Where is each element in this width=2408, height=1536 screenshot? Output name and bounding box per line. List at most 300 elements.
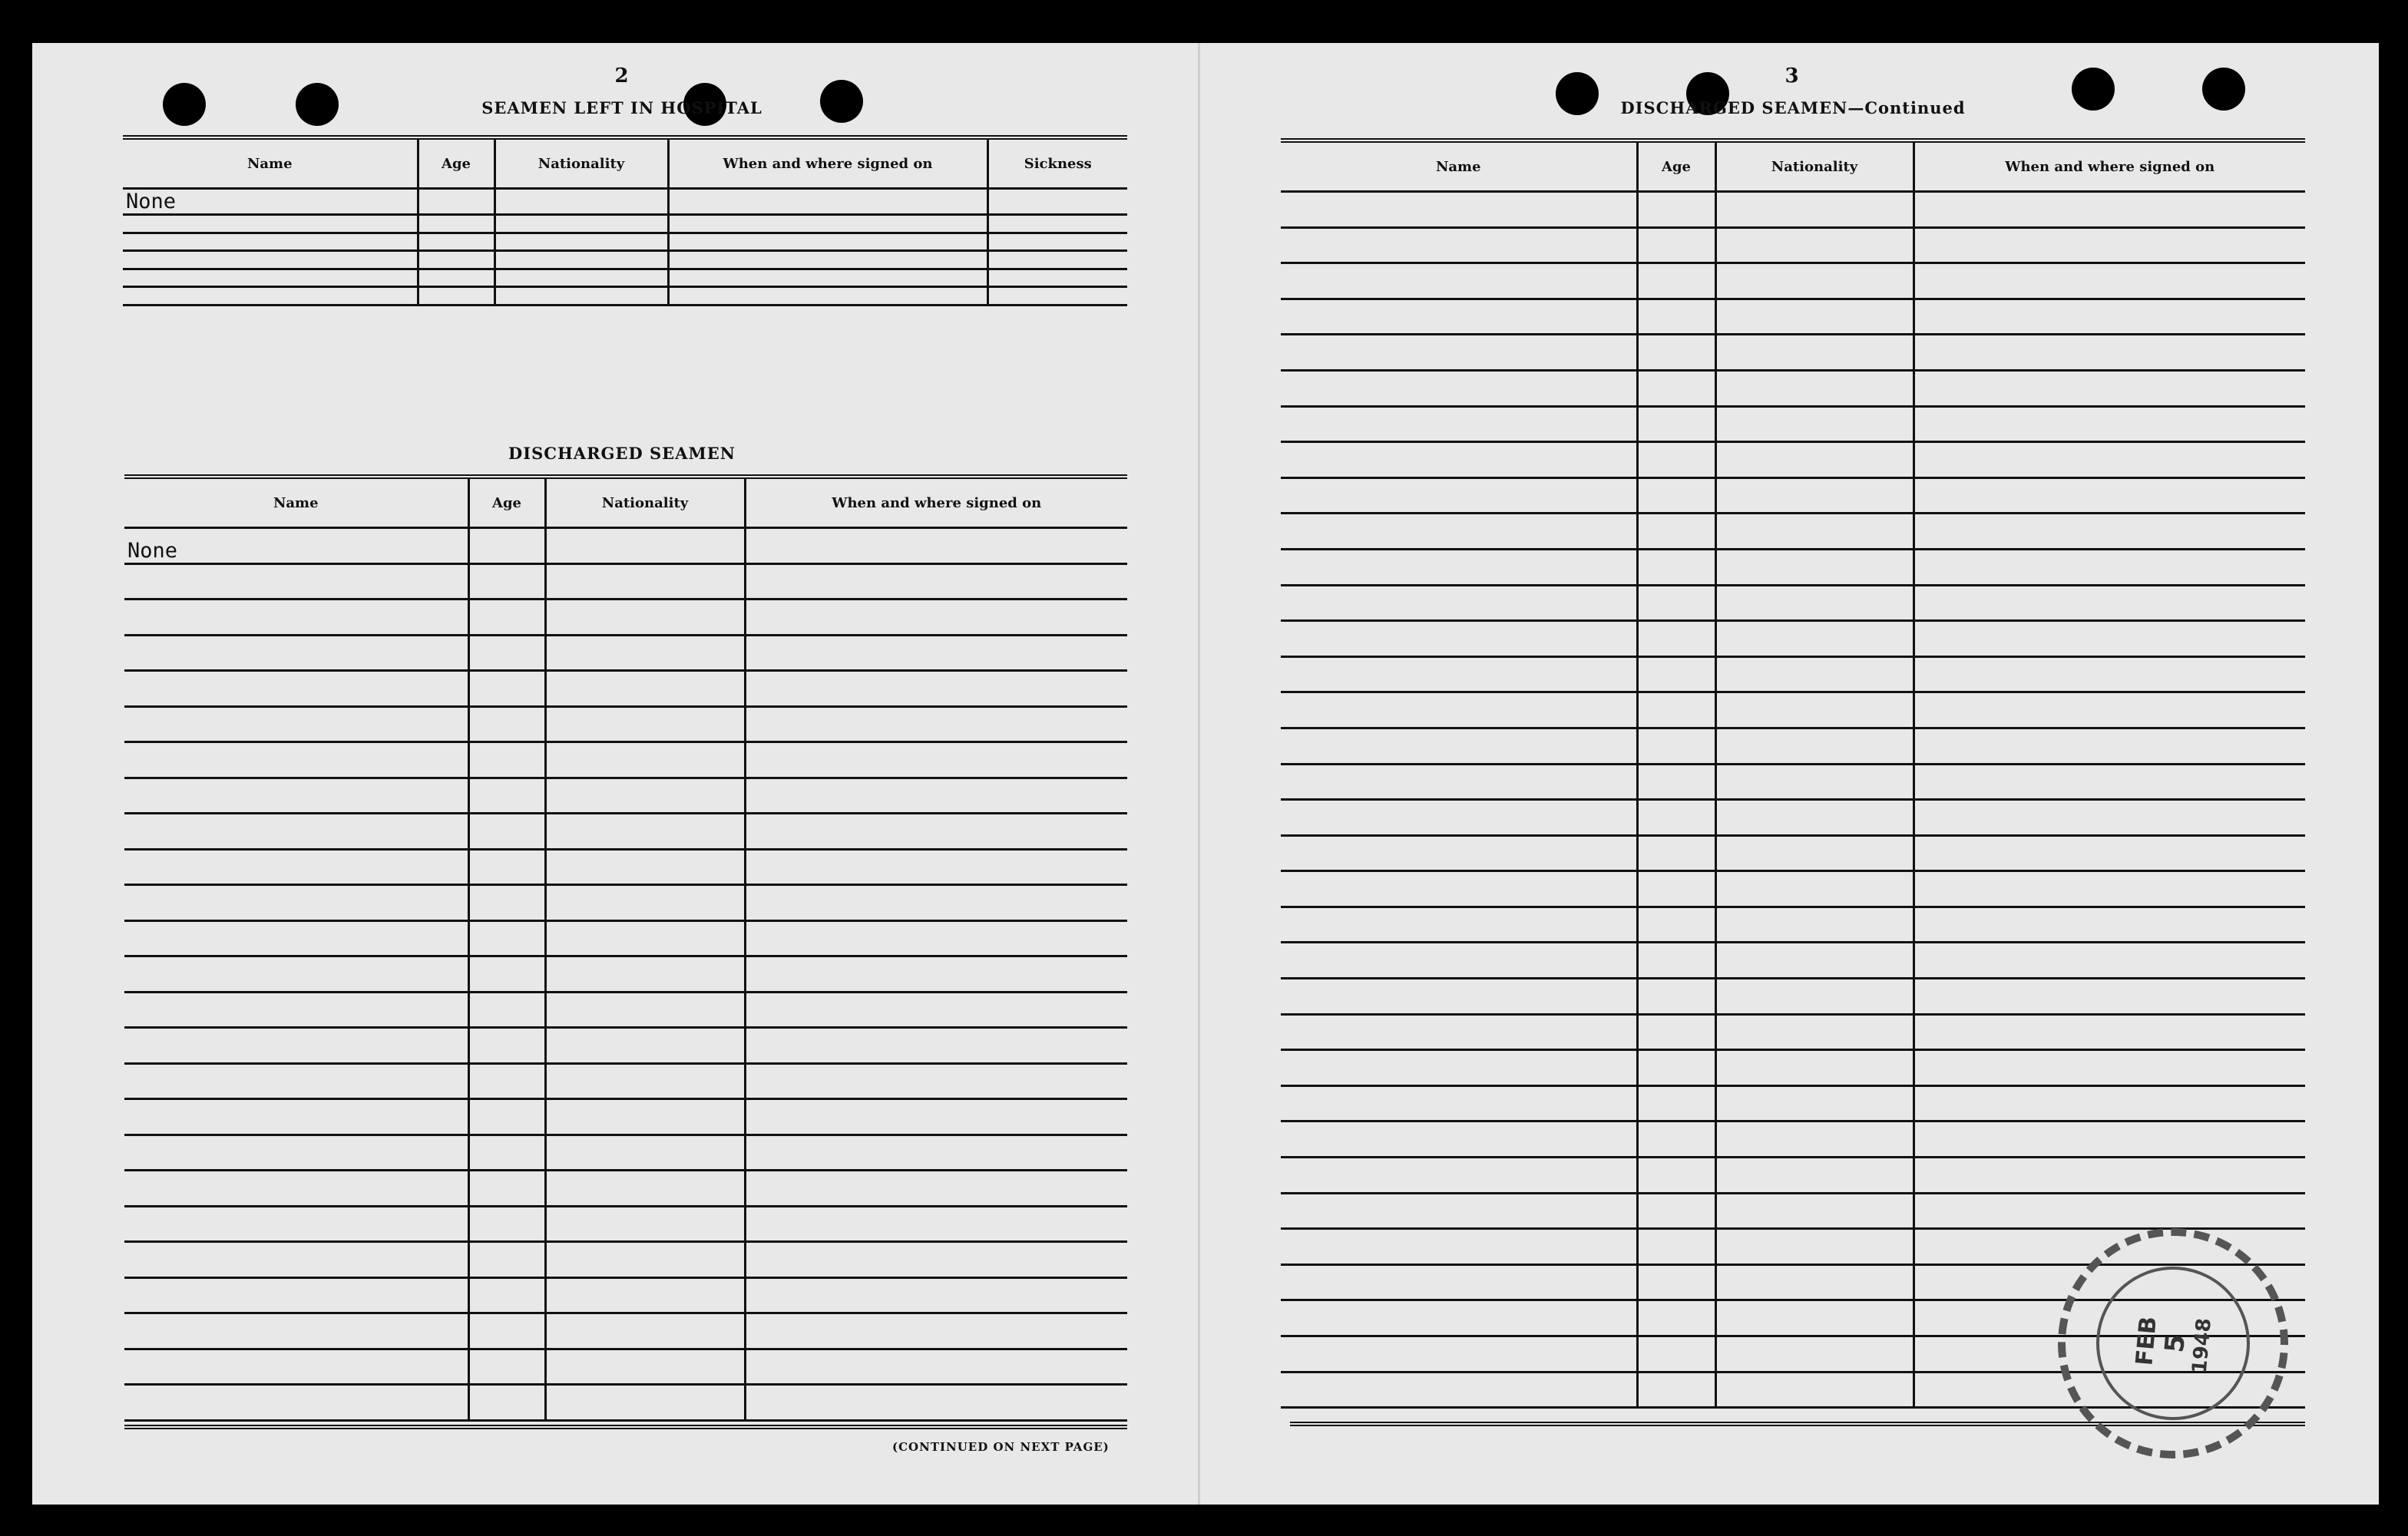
table-cell — [1715, 335, 1914, 371]
table-cell — [1914, 728, 2305, 764]
table-cell — [1281, 335, 1637, 371]
table-row — [1281, 907, 2305, 943]
table-cell — [1637, 728, 1715, 764]
table-row — [124, 1135, 1127, 1171]
table-cell — [468, 920, 545, 956]
punch-hole — [163, 83, 206, 126]
page-number-right: 3 — [1784, 64, 1800, 88]
table-cell — [495, 215, 668, 233]
table-cell — [1914, 656, 2305, 692]
table-cell — [1715, 514, 1914, 550]
table-cell — [123, 251, 418, 269]
table-cell — [123, 269, 418, 287]
table-cell — [545, 778, 745, 814]
table-cell — [124, 1206, 468, 1242]
table-cell — [745, 956, 1127, 993]
table-cell — [1715, 192, 1914, 228]
table-cell — [1715, 1085, 1914, 1121]
table-cell — [124, 1099, 468, 1135]
table-cell — [1637, 1229, 1715, 1265]
table-row — [1281, 299, 2305, 335]
page-fold — [1198, 43, 1200, 1505]
table-cell — [745, 742, 1127, 778]
table-cell — [1715, 1193, 1914, 1229]
table-cell — [745, 1277, 1127, 1313]
table-cell — [745, 885, 1127, 921]
table-cell — [1281, 442, 1637, 478]
table-cell — [1914, 1085, 2305, 1121]
table-cell — [468, 1135, 545, 1171]
table-cell — [1914, 1050, 2305, 1086]
table-cell — [468, 1099, 545, 1135]
table-cell — [745, 528, 1127, 564]
table-row — [1281, 514, 2305, 550]
table-row — [1281, 1014, 2305, 1050]
table-cell — [495, 233, 668, 251]
table-cell — [1914, 621, 2305, 657]
table-row — [1281, 728, 2305, 764]
table-cell — [468, 885, 545, 921]
table-row — [1281, 227, 2305, 263]
table-cell — [545, 849, 745, 885]
table-cell — [545, 671, 745, 707]
discharged-table — [124, 474, 1127, 1422]
table-cell: None — [123, 189, 418, 215]
table-row — [124, 956, 1127, 993]
table-cell — [1281, 764, 1637, 800]
table-cell — [1914, 1158, 2305, 1194]
table-cell — [745, 706, 1127, 742]
table-cell — [1914, 514, 2305, 550]
table-cell — [1914, 442, 2305, 478]
table-cell — [468, 1313, 545, 1349]
table-cell — [123, 233, 418, 251]
table-cell — [1637, 549, 1715, 585]
table-cell — [1715, 943, 1914, 979]
table-cell — [495, 251, 668, 269]
table-row — [1281, 549, 2305, 585]
table-row — [124, 849, 1127, 885]
column-header: When and where signed on — [745, 477, 1127, 528]
table-row — [124, 600, 1127, 636]
table-row — [124, 1313, 1127, 1349]
table-row — [1281, 656, 2305, 692]
table-cell — [1715, 1014, 1914, 1050]
table-cell — [418, 287, 495, 306]
table-row — [123, 269, 1127, 287]
table-row — [1281, 263, 2305, 299]
discharged-section-title: DISCHARGED SEAMEN — [508, 444, 736, 463]
table-row — [1281, 1050, 2305, 1086]
table-cell — [745, 1063, 1127, 1099]
table-cell — [1715, 1336, 1914, 1372]
table-row — [123, 287, 1127, 306]
table-cell — [1281, 871, 1637, 907]
table-row — [124, 992, 1127, 1028]
table-cell — [1281, 192, 1637, 228]
table-cell — [1637, 835, 1715, 871]
table-row — [1281, 943, 2305, 979]
column-header: Name — [1281, 140, 1637, 192]
table-cell — [1281, 907, 1637, 943]
column-header: Name — [124, 477, 468, 528]
table-cell — [1637, 621, 1715, 657]
table-cell — [1715, 692, 1914, 728]
table-cell — [468, 1242, 545, 1278]
table-cell — [745, 1313, 1127, 1349]
table-cell — [745, 849, 1127, 885]
column-header: Nationality — [495, 137, 668, 189]
continued-note: (CONTINUED ON NEXT PAGE) — [892, 1440, 1110, 1454]
table-row — [1281, 871, 2305, 907]
table-cell — [745, 992, 1127, 1028]
table-cell — [1281, 1014, 1637, 1050]
punch-hole — [2072, 68, 2115, 111]
table-cell — [1914, 1014, 2305, 1050]
punch-hole — [2202, 68, 2245, 111]
page-number-left: 2 — [614, 64, 630, 88]
table-cell — [1281, 1193, 1637, 1229]
table-row — [124, 706, 1127, 742]
table-cell — [1637, 1193, 1715, 1229]
table-row — [124, 1242, 1127, 1278]
table-row — [1281, 406, 2305, 442]
table-cell — [124, 1242, 468, 1278]
table-row — [1281, 621, 2305, 657]
table-cell — [1281, 370, 1637, 406]
discharged-continued-table — [1281, 138, 2305, 1409]
punch-hole — [296, 83, 339, 126]
table-row — [124, 563, 1127, 600]
table-row — [124, 778, 1127, 814]
table-cell — [545, 635, 745, 671]
table-cell — [745, 563, 1127, 600]
table-cell — [1281, 1264, 1637, 1300]
table-cell — [1637, 1264, 1715, 1300]
table-row — [124, 1063, 1127, 1099]
table-row — [124, 1171, 1127, 1207]
table-cell — [418, 215, 495, 233]
table-cell — [1281, 979, 1637, 1015]
table-cell — [1914, 692, 2305, 728]
stamp-month: FEB — [2130, 1315, 2162, 1367]
table-cell — [545, 600, 745, 636]
table-cell — [1715, 477, 1914, 514]
table-cell — [1637, 514, 1715, 550]
table-cell — [1914, 943, 2305, 979]
table-cell — [1281, 227, 1637, 263]
table-cell — [545, 1171, 745, 1207]
hospital-section-title: SEAMEN LEFT IN HOSPITAL — [481, 98, 762, 117]
table-cell — [124, 885, 468, 921]
table-row — [1281, 1085, 2305, 1121]
table-cell — [1715, 1121, 1914, 1158]
table-cell — [1281, 1336, 1637, 1372]
table-cell — [745, 1206, 1127, 1242]
table-cell — [418, 233, 495, 251]
table-row — [123, 251, 1127, 269]
table-cell — [468, 1349, 545, 1385]
table-row — [124, 814, 1127, 850]
table-cell — [1281, 943, 1637, 979]
table-cell — [745, 1028, 1127, 1064]
column-header: Name — [123, 137, 418, 189]
table-cell — [1914, 871, 2305, 907]
table-cell — [495, 189, 668, 215]
table-cell — [468, 814, 545, 850]
table-cell — [124, 920, 468, 956]
table-cell — [1281, 1372, 1637, 1408]
table-cell — [1914, 370, 2305, 406]
table-cell — [124, 956, 468, 993]
table-cell — [1281, 1085, 1637, 1121]
table-cell — [545, 1349, 745, 1385]
table-cell — [1914, 192, 2305, 228]
table-cell — [1637, 1085, 1715, 1121]
table-row — [124, 1277, 1127, 1313]
table-cell — [1715, 728, 1914, 764]
table-cell — [745, 778, 1127, 814]
table-cell — [1715, 871, 1914, 907]
table-cell: None — [124, 528, 468, 564]
table-cell — [668, 233, 987, 251]
table-cell — [545, 992, 745, 1028]
table-cell — [1715, 835, 1914, 871]
table-cell — [1637, 442, 1715, 478]
table-cell — [1281, 692, 1637, 728]
table-cell — [468, 778, 545, 814]
table-cell — [1637, 943, 1715, 979]
bottom-rule-left — [124, 1425, 1127, 1429]
table-cell — [1637, 263, 1715, 299]
table-cell — [468, 563, 545, 600]
table-cell — [1715, 656, 1914, 692]
table-cell — [1281, 621, 1637, 657]
table-cell — [1637, 370, 1715, 406]
table-row — [123, 215, 1127, 233]
table-row — [1281, 442, 2305, 478]
table-cell — [1715, 764, 1914, 800]
table-cell — [745, 1349, 1127, 1385]
table-cell — [124, 1313, 468, 1349]
table-row — [123, 189, 1127, 215]
table-cell — [1281, 406, 1637, 442]
column-header: Age — [1637, 140, 1715, 192]
table-cell — [124, 1135, 468, 1171]
table-cell — [745, 1385, 1127, 1421]
table-cell — [1715, 800, 1914, 836]
table-cell — [987, 233, 1127, 251]
table-cell — [1914, 835, 2305, 871]
table-cell — [545, 885, 745, 921]
table-cell — [1637, 299, 1715, 335]
table-cell — [1281, 1050, 1637, 1086]
table-cell — [545, 956, 745, 993]
table-cell — [124, 742, 468, 778]
table-cell — [1281, 656, 1637, 692]
table-cell — [1637, 1121, 1715, 1158]
table-cell — [545, 706, 745, 742]
table-cell — [468, 706, 545, 742]
table-cell — [1715, 1264, 1914, 1300]
table-cell — [1715, 549, 1914, 585]
table-row — [1281, 477, 2305, 514]
table-row — [124, 1206, 1127, 1242]
table-cell — [468, 1063, 545, 1099]
table-cell — [1715, 1300, 1914, 1336]
table-cell — [1637, 192, 1715, 228]
table-cell — [1914, 549, 2305, 585]
table-cell — [745, 814, 1127, 850]
column-header: Age — [418, 137, 495, 189]
table-cell — [123, 287, 418, 306]
column-header: Sickness — [987, 137, 1127, 189]
table-cell — [1715, 263, 1914, 299]
table-row — [124, 1028, 1127, 1064]
table-cell — [124, 1171, 468, 1207]
table-cell — [468, 671, 545, 707]
table-cell — [124, 635, 468, 671]
stamp-day: 5 — [2158, 1333, 2191, 1354]
table-cell — [1715, 227, 1914, 263]
table-cell — [1281, 263, 1637, 299]
table-cell — [545, 1028, 745, 1064]
table-cell — [987, 269, 1127, 287]
table-cell — [545, 1385, 745, 1421]
table-cell — [124, 814, 468, 850]
table-cell — [1281, 299, 1637, 335]
table-cell — [468, 1385, 545, 1421]
table-row — [1281, 692, 2305, 728]
table-row — [1281, 1158, 2305, 1194]
table-row — [1281, 764, 2305, 800]
table-cell — [124, 1028, 468, 1064]
table-cell — [1715, 1372, 1914, 1408]
table-cell — [1281, 549, 1637, 585]
hospital-table — [123, 135, 1127, 306]
table-row — [124, 671, 1127, 707]
table-row — [124, 920, 1127, 956]
table-cell — [545, 1242, 745, 1278]
table-cell — [668, 287, 987, 306]
table-cell — [1914, 764, 2305, 800]
table-cell — [1914, 979, 2305, 1015]
table-cell — [1637, 585, 1715, 621]
table-cell — [468, 1028, 545, 1064]
table-row — [123, 233, 1127, 251]
table-cell — [468, 1206, 545, 1242]
table-cell — [1637, 1372, 1715, 1408]
table-cell — [1715, 299, 1914, 335]
table-cell — [468, 1171, 545, 1207]
table-cell — [1914, 227, 2305, 263]
table-row — [1281, 585, 2305, 621]
date-stamp-center — [2090, 1260, 2257, 1427]
table-cell — [1637, 1014, 1715, 1050]
table-row — [1281, 1121, 2305, 1158]
column-header: When and where signed on — [668, 137, 987, 189]
table-cell — [468, 956, 545, 993]
table-cell — [1281, 1300, 1637, 1336]
table-cell — [1637, 1300, 1715, 1336]
table-cell — [124, 706, 468, 742]
table-cell — [1637, 692, 1715, 728]
table-row — [124, 1349, 1127, 1385]
table-cell — [495, 269, 668, 287]
table-cell — [745, 1099, 1127, 1135]
table-cell — [1715, 979, 1914, 1015]
table-cell — [1281, 477, 1637, 514]
table-cell — [418, 251, 495, 269]
table-cell — [1281, 1158, 1637, 1194]
table-row — [1281, 370, 2305, 406]
table-cell — [1637, 335, 1715, 371]
column-header: Age — [468, 477, 545, 528]
table-cell — [1281, 1229, 1637, 1265]
table-cell — [545, 1206, 745, 1242]
table-cell — [668, 269, 987, 287]
table-cell — [468, 1277, 545, 1313]
table-row — [124, 885, 1127, 921]
table-cell — [745, 920, 1127, 956]
table-cell — [124, 778, 468, 814]
table-cell — [745, 1135, 1127, 1171]
table-cell — [1715, 1229, 1914, 1265]
table-cell — [468, 528, 545, 564]
table-cell — [1715, 585, 1914, 621]
table-cell — [124, 563, 468, 600]
table-cell — [1715, 442, 1914, 478]
table-cell — [545, 1277, 745, 1313]
table-cell — [545, 563, 745, 600]
table-cell — [545, 742, 745, 778]
table-cell — [468, 849, 545, 885]
table-cell — [1715, 370, 1914, 406]
table-cell — [668, 251, 987, 269]
table-cell — [1637, 764, 1715, 800]
table-cell — [745, 1242, 1127, 1278]
table-cell — [1914, 1193, 2305, 1229]
table-cell — [418, 269, 495, 287]
discharged-continued-title: DISCHARGED SEAMEN—Continued — [1620, 98, 1966, 117]
table-cell — [468, 635, 545, 671]
table-cell — [545, 1063, 745, 1099]
table-row — [124, 635, 1127, 671]
table-cell — [124, 1277, 468, 1313]
table-cell — [987, 189, 1127, 215]
table-row — [124, 1099, 1127, 1135]
table-cell — [1281, 514, 1637, 550]
table-row — [1281, 800, 2305, 836]
table-cell — [668, 189, 987, 215]
table-row — [1281, 192, 2305, 228]
table-cell — [1637, 1158, 1715, 1194]
table-cell — [1715, 406, 1914, 442]
table-cell — [124, 671, 468, 707]
table-row — [124, 528, 1127, 564]
table-cell — [745, 1171, 1127, 1207]
table-cell — [545, 1313, 745, 1349]
table-cell — [468, 600, 545, 636]
table-cell — [1281, 585, 1637, 621]
table-cell — [1281, 728, 1637, 764]
table-cell — [1281, 800, 1637, 836]
column-header: Nationality — [1715, 140, 1914, 192]
table-cell — [987, 251, 1127, 269]
table-cell — [468, 742, 545, 778]
table-cell — [123, 215, 418, 233]
table-cell — [1637, 1050, 1715, 1086]
